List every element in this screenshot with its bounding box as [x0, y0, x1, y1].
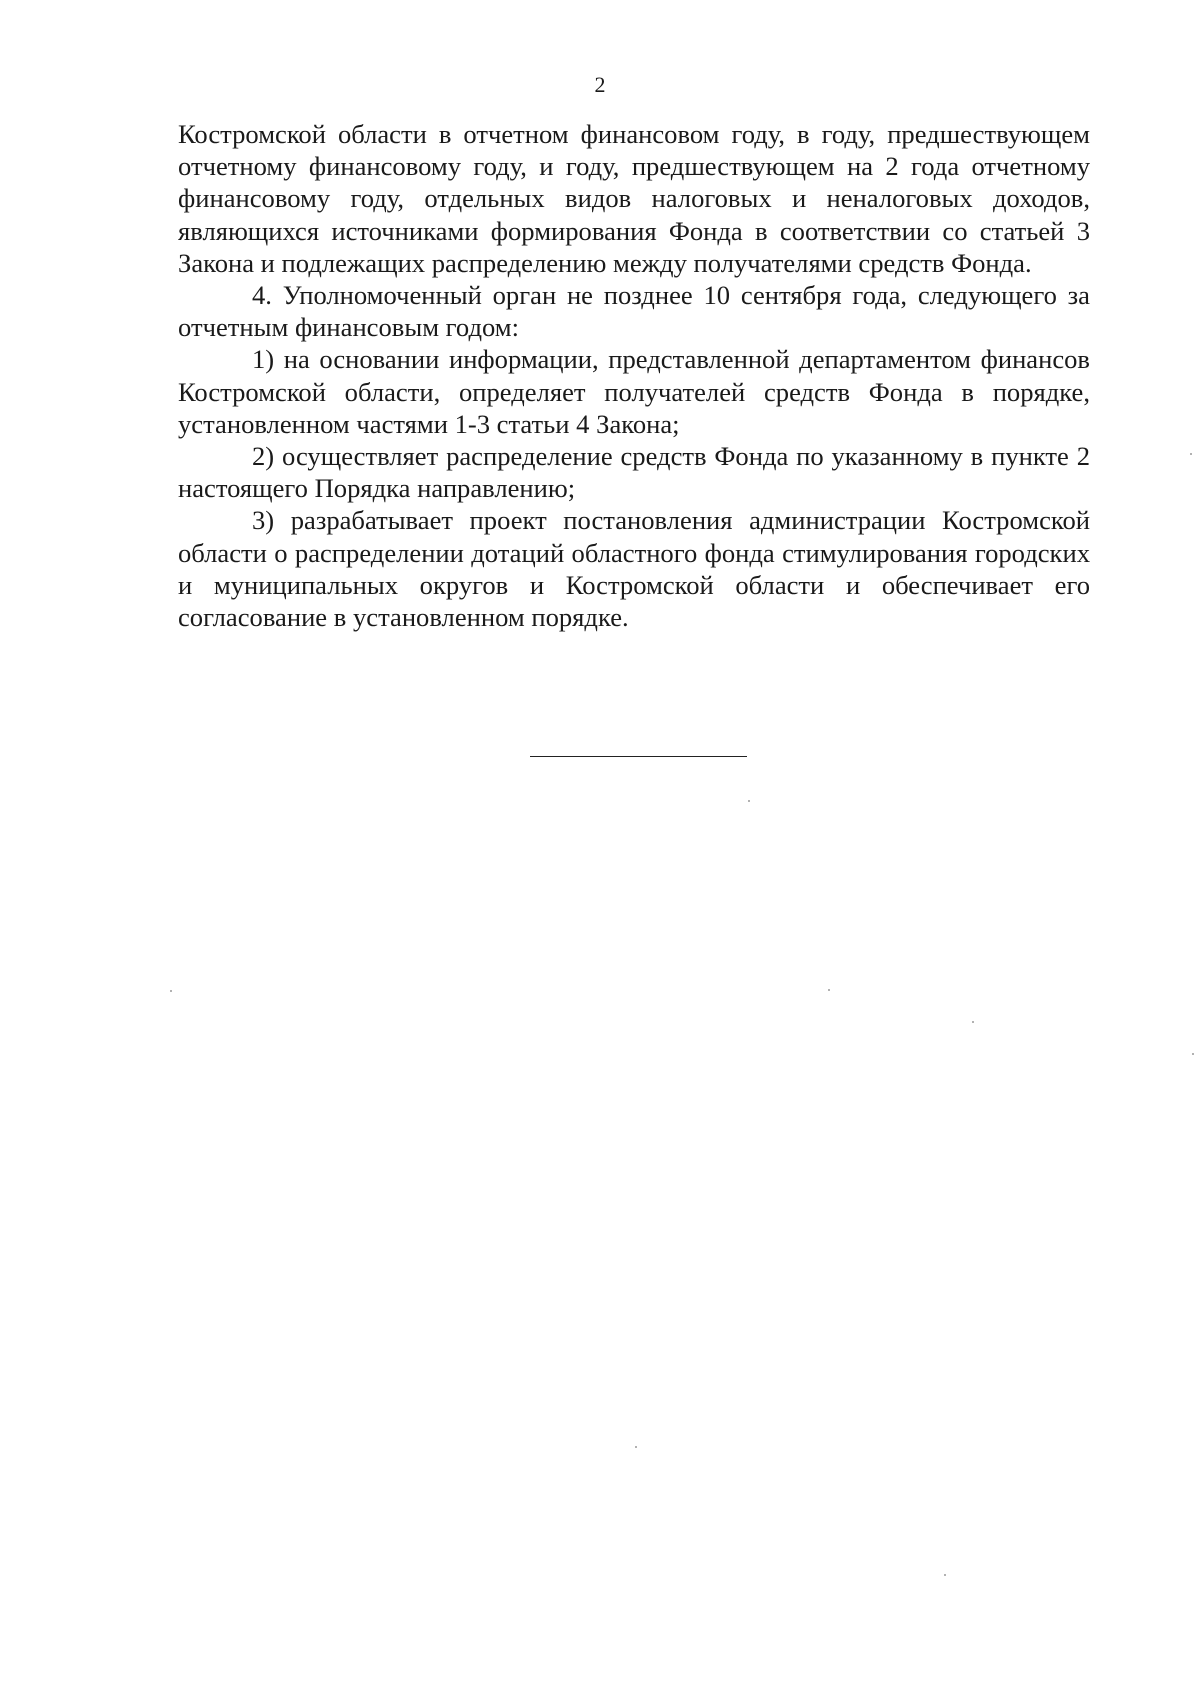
scan-speck: [944, 1574, 946, 1576]
end-divider-line: [530, 756, 747, 757]
scan-speck: [828, 989, 830, 991]
scan-speck: [635, 1446, 637, 1448]
paragraph-subitem-2: 2) осуществляет распределение средств Фонда по указанному в пункте 2 настоящего Порядка направлению;: [178, 441, 1090, 504]
paragraph-subitem-1: 1) на основании информации, представленной департаментом финансов Костромской области, определяет получателей средств Фонда в порядке, установленном частями 1-3 статьи 4 Закона;: [178, 344, 1090, 439]
page-number: 2: [594, 72, 606, 97]
scan-speck: [1190, 453, 1192, 455]
paragraph-subitem-3: 3) разрабатывает проект постановления администрации Костромской области о распределении дотаций областного фонда стимулирования городских и муниципальных округов и Костромской области и обеспечивает его согласование в установленном порядке.: [178, 505, 1090, 633]
scan-speck: [170, 990, 172, 992]
document-body: [178, 118, 1090, 633]
scan-speck: [972, 1021, 974, 1023]
scan-speck: [748, 800, 750, 802]
scan-speck: [1192, 1053, 1194, 1055]
paragraph-continuation: Костромской области в отчетном финансовом году, в году, предшествующем отчетному финансовому году, и году, предшествующем на 2 года отчетному финансовому году, отдельных видов налоговых и неналоговых доходов, являющихся источниками формирования Фонда в соответствии со статьей 3 Закона и подлежащих распределению между получателями средств Фонда.: [178, 119, 1090, 278]
paragraph-item-4: 4. Уполномоченный орган не позднее 10 сентября года, следующего за отчетным финансовым годом:: [178, 280, 1090, 343]
